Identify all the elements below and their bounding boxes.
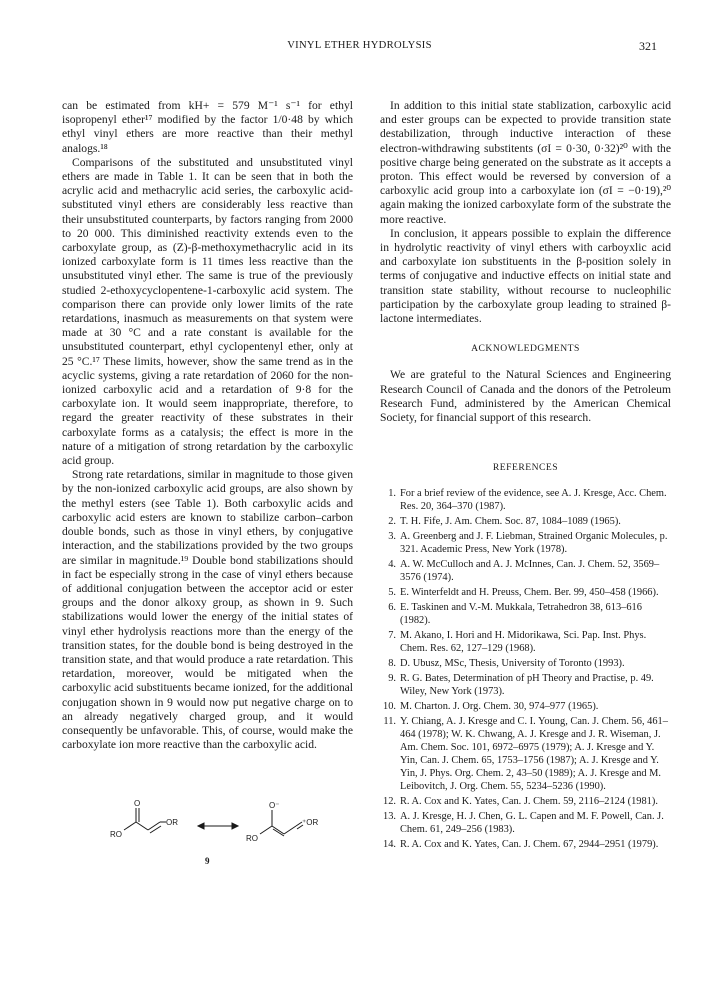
reference-item: 11. Y. Chiang, A. J. Kresge and C. I. Young, Can. J. Chem. 56, 461–464 (1978); W. K. Chwang, A. J. Kresge and J. R. Wiseman, J. Am. Chem. Soc. 101, 6972–6975 (1979); A. J. Kresge and Y. Yin, Can. J. Chem. 65, 1753–1756 (1987); A. J. Kresge and Y. Yin, J. Phys. Org. Chem. 2, 43–50 (1989); A. J. Kresge and M. Leibovitch, J. Org. Chem. 55, 5234–5236 (1990). <box>383 716 668 793</box>
reference-item: 4. A. W. McCulloch and A. J. McInnes, Can. J. Chem. 52, 3569–3576 (1974). <box>388 559 660 584</box>
body-paragraph: Comparisons of the substituted and unsubstituted vinyl ethers are made in Table 1. It can be seen that in both the acrylic acid and methacrylic acid series, the carboxylic acid-substituted vinyl ethers are considerably less reactive than their unsubstituted counterparts, by factors ranging from 2000 to 20 000. This diminished reactivity extends even to the carboxylate group, as (Z)-β-methoxymethacrylic acid in its ionized carboxylate form is 11 times less reactive than the unsubstituted vinyl ether. The same is true of the previously studied 2-ethoxycyclopentene-1-carboxylic acid system. The comparison there can provide only lower limits of the rate retardations, inasmuch as measurements on that system were made at 30 °C and a rate constant is available for the unsubstituted counterpart, ethyl cyclopentenyl ether, only at 25 °C.¹⁷ These limits, however, show the same trend as in the acyclic systems, giving a rate retardation of 2060 for the non-ionized carboxylic acid and a retardation of 9·8 for the carboxylate ion. It would seem inappropriate, therefore, to regard the greater reactivity of these substrates in their carboxylate forms as a catalysis; the effect is more in the nature of a mitigation of strong retardation by the carboxylic acid group. <box>62 155 353 468</box>
acknowledgments-heading: ACKNOWLEDGMENTS <box>471 343 580 355</box>
reference-item: 3. A. Greenberg and J. F. Liebman, Strained Organic Molecules, p. 321. Academic Press, New York (1978). <box>388 531 668 556</box>
reference-item: 10. M. Charton. J. Org. Chem. 30, 974–977 (1965). <box>383 701 599 713</box>
compound-number: 9 <box>205 856 210 867</box>
scheme-label-o-minus: O⁻ <box>269 801 280 811</box>
scheme-label-ro: RO <box>110 830 122 840</box>
page-header <box>62 40 657 56</box>
reference-item: 12. R. A. Cox and K. Yates, Can. J. Chem. 59, 2116–2124 (1981). <box>383 796 658 808</box>
body-paragraph: can be estimated from kH+ = 579 M⁻¹ s⁻¹ for ethyl isopropenyl ether¹⁷ modified by the factor 1/0·48 by which ethyl vinyl ethers are more reactive than their methyl analogs.¹⁸ <box>62 99 353 155</box>
reference-item: 1. For a brief review of the evidence, see A. J. Kresge, Acc. Chem. Res. 20, 364–370 (1987). <box>388 488 667 513</box>
reference-item: 9. R. G. Bates, Determination of pH Theory and Practise, p. 49. Wiley, New York (1973). <box>388 673 654 698</box>
scheme-label-or: OR <box>166 818 178 828</box>
reference-item: 7. M. Akano, I. Hori and H. Midorikawa, Sci. Pap. Inst. Phys. Chem. Res. 62, 127–129 (1968). <box>388 630 647 655</box>
left-column <box>62 99 353 872</box>
scheme-label-or-plus: ⁺OR <box>302 818 319 828</box>
running-title: VINYL ETHER HYDROLYSIS <box>287 40 432 51</box>
body-paragraph: Strong rate retardations, similar in magnitude to those given by the non-ionized carboxylic acid groups, are also shown by the methyl esters (see Table 1). Both carboxylic acids and carboxylic acid esters are known to stabilize carbon–carbon double bonds, such as those in vinyl ethers, by conjugative interaction, and the stabilizations provided by the two groups are similar in magnitude.¹⁹ Double bond stabilizations should in fact be especially strong in the case of vinyl ethers because of additional conjugation between the acceptor acid or ester groups and the donor alkoxy group, as shown in 9. Such stabilizations would lower the energy of the initial states of vinyl ether hydrolysis reactions more than the energy of the transition states, for the double bond is being destroyed in the transition state, and that would produce a rate retardation. This retardation, moreover, would be mitigated when the carboxylic acid substituents became ionized, for the additional conjugation shown in 9 would now put negative charge on to an already negatively charged group, and it would consequently be unfavorable. This, of course, would make the carboxylate ion more reactive than the carboxylic acid. <box>62 468 353 752</box>
references-heading: REFERENCES <box>492 462 559 474</box>
scheme-label-o: O <box>134 799 141 809</box>
right-column <box>380 99 671 853</box>
acknowledgments-text: We are grateful to the Natural Sciences and Engineering Research Council of Canada and the donors of the Petroleum Research Fund, administered by the American Chemical Society, for financial support of this research. <box>380 368 671 425</box>
reference-item: 8. D. Ubusz, MSc, Thesis, University of Toronto (1993). <box>388 658 625 670</box>
reference-item: 2. T. H. Fife, J. Am. Chem. Soc. 87, 1084–1089 (1965). <box>388 516 621 528</box>
scheme-label-ro: RO <box>246 834 258 844</box>
page-number: 321 <box>639 39 657 53</box>
chemical-scheme <box>62 772 353 872</box>
references-list <box>380 487 671 851</box>
reference-item: 5. E. Winterfeldt and H. Preuss, Chem. Ber. 99, 450–458 (1966). <box>388 587 659 599</box>
reference-item: 13. A. J. Kresge, H. J. Chen, G. L. Capen and M. F. Powell, Can. J. Chem. 61, 249–256 (1983). <box>383 811 664 836</box>
body-paragraph: In conclusion, it appears possible to explain the difference in hydrolytic reactivity of vinyl ethers with carboyxlic acid and carboxylate ion substituents in the β-position solely in terms of conjugative and inductive effects on initial state and transition state stability, without recourse to nucleophilic participation by the carboxylate group leading to strained β-lactone intermediates. <box>380 226 671 326</box>
reference-item: 6. E. Taskinen and V.-M. Mukkala, Tetrahedron 38, 613–616 (1982). <box>388 602 642 627</box>
reference-item: 14. R. A. Cox and K. Yates, Can. J. Chem. 67, 2944–2951 (1979). <box>383 839 659 851</box>
body-paragraph: In addition to this initial state stablization, carboxylic acid and ester groups can be expected to provide transition state destabilization, through inductive interaction of these electron-withdrawing substitents (σI = 0·30, 0·32)²⁰ with the positive charge being generated on the substrate as it accepts a proton. This effect would be reversed by conversion of a carboxylic acid group into a carboxylate ion (σI = −0·19),²⁰ again making the ionized carboxylate form of the substrate the more reactive. <box>380 99 671 226</box>
